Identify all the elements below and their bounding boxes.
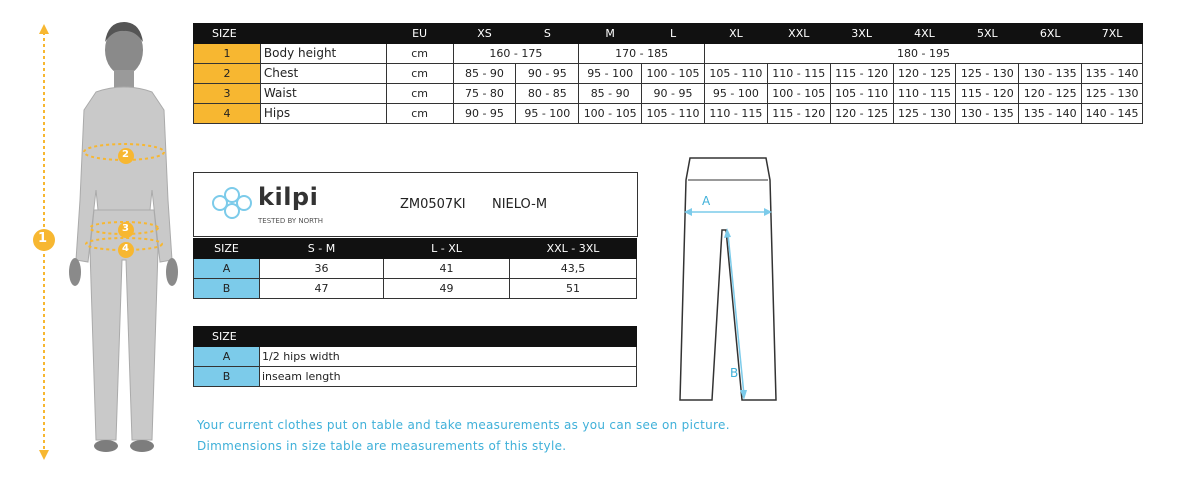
size-cell: 160 - 175	[453, 44, 579, 64]
size-cell: 85 - 90	[579, 84, 642, 104]
product-row-key: A	[194, 259, 260, 279]
row-unit: cm	[386, 104, 453, 124]
pants-diagram	[672, 150, 792, 410]
size-header-6xl: 6XL	[1019, 24, 1082, 44]
size-cell: 120 - 125	[830, 104, 893, 124]
size-cell: 100 - 105	[767, 84, 830, 104]
brand-tagline: TESTED BY NORTH	[258, 217, 324, 225]
size-chart-table	[193, 23, 1143, 124]
size-cell: 125 - 130	[956, 64, 1019, 84]
size-cell: 130 - 135	[1019, 64, 1082, 84]
row-unit: cm	[386, 64, 453, 84]
product-value-cell: 36	[260, 259, 384, 279]
product-header-3: XXL - 3XL	[510, 239, 637, 259]
size-cell: 180 - 195	[704, 44, 1142, 64]
size-cell: 110 - 115	[893, 84, 956, 104]
badge-3: 3	[122, 223, 129, 234]
size-cell: 170 - 185	[579, 44, 705, 64]
size-cell: 95 - 100	[704, 84, 767, 104]
row-label: Body height	[260, 44, 386, 64]
legend-header-blank	[260, 327, 637, 347]
size-header-xxl: XXL	[767, 24, 830, 44]
row-label: Hips	[260, 104, 386, 124]
size-cell: 135 - 140	[1019, 104, 1082, 124]
size-cell: 95 - 100	[516, 104, 579, 124]
row-label: Waist	[260, 84, 386, 104]
size-cell: 100 - 105	[579, 104, 642, 124]
size-cell: 90 - 95	[516, 64, 579, 84]
body-figure	[0, 0, 190, 499]
size-cell: 100 - 105	[642, 64, 705, 84]
size-header-s: S	[516, 24, 579, 44]
size-row-chest	[194, 64, 1143, 84]
size-cell: 105 - 110	[830, 84, 893, 104]
product-value-cell: 51	[510, 279, 637, 299]
pants-label-a: A	[702, 194, 711, 208]
product-value-cell: 49	[384, 279, 510, 299]
size-header-eu: EU	[386, 24, 453, 44]
size-header-4xl: 4XL	[893, 24, 956, 44]
measurement-note-2: Dimmensions in size table are measurements of this style.	[197, 439, 567, 453]
size-cell: 130 - 135	[956, 104, 1019, 124]
size-cell: 115 - 120	[956, 84, 1019, 104]
product-value-cell: 41	[384, 259, 510, 279]
size-header-7xl: 7XL	[1082, 24, 1143, 44]
product-value-cell: 47	[260, 279, 384, 299]
size-cell: 90 - 95	[642, 84, 705, 104]
size-header-xs: XS	[453, 24, 516, 44]
brand-name: kilpi	[258, 183, 319, 211]
product-value-cell: 43,5	[510, 259, 637, 279]
legend-row-a	[194, 347, 637, 367]
size-cell: 135 - 140	[1082, 64, 1143, 84]
size-cell: 105 - 110	[642, 104, 705, 124]
legend-table	[193, 326, 637, 387]
size-row-body-height	[194, 44, 1143, 64]
size-header-m: M	[579, 24, 642, 44]
size-header-xl: XL	[704, 24, 767, 44]
product-code: ZM0507KI	[400, 197, 466, 212]
row-unit: cm	[386, 84, 453, 104]
product-row-a	[194, 259, 637, 279]
product-box	[193, 172, 638, 237]
size-cell: 140 - 145	[1082, 104, 1143, 124]
product-name: NIELO-M	[492, 197, 548, 212]
legend-text: inseam length	[260, 367, 637, 387]
kilpi-logo-icon	[208, 185, 256, 221]
size-cell: 110 - 115	[767, 64, 830, 84]
size-header-row	[194, 24, 1143, 44]
legend-key: A	[194, 347, 260, 367]
size-header-size: SIZE	[194, 24, 261, 44]
row-number: 3	[194, 84, 261, 104]
size-cell: 125 - 130	[893, 104, 956, 124]
legend-key: B	[194, 367, 260, 387]
product-size-table	[193, 238, 637, 299]
legend-text: 1/2 hips width	[260, 347, 637, 367]
size-cell: 120 - 125	[893, 64, 956, 84]
size-cell: 110 - 115	[704, 104, 767, 124]
row-number: 4	[194, 104, 261, 124]
product-row-key: B	[194, 279, 260, 299]
product-header-2: L - XL	[384, 239, 510, 259]
pants-label-b: B	[730, 366, 739, 380]
size-header-blank	[260, 24, 386, 44]
product-header-1: S - M	[260, 239, 384, 259]
size-cell: 80 - 85	[516, 84, 579, 104]
row-label: Chest	[260, 64, 386, 84]
badge-4: 4	[122, 243, 129, 254]
size-cell: 105 - 110	[704, 64, 767, 84]
badge-2: 2	[122, 149, 129, 160]
badge-1: 1	[38, 231, 48, 246]
size-cell: 95 - 100	[579, 64, 642, 84]
size-row-waist	[194, 84, 1143, 104]
size-row-hips	[194, 104, 1143, 124]
product-header-row	[194, 239, 637, 259]
measurement-note-1: Your current clothes put on table and take measurements as you can see on picture.	[197, 418, 730, 432]
size-header-l: L	[642, 24, 705, 44]
size-cell: 90 - 95	[453, 104, 516, 124]
size-cell: 115 - 120	[830, 64, 893, 84]
row-unit: cm	[386, 44, 453, 64]
size-header-3xl: 3XL	[830, 24, 893, 44]
product-header-0: SIZE	[194, 239, 260, 259]
row-number: 1	[194, 44, 261, 64]
product-row-b	[194, 279, 637, 299]
legend-header-size: SIZE	[194, 327, 260, 347]
size-cell: 75 - 80	[453, 84, 516, 104]
legend-row-b	[194, 367, 637, 387]
size-cell: 125 - 130	[1082, 84, 1143, 104]
row-number: 2	[194, 64, 261, 84]
size-header-5xl: 5XL	[956, 24, 1019, 44]
size-cell: 85 - 90	[453, 64, 516, 84]
size-cell: 120 - 125	[1019, 84, 1082, 104]
legend-header-row	[194, 327, 637, 347]
size-cell: 115 - 120	[767, 104, 830, 124]
